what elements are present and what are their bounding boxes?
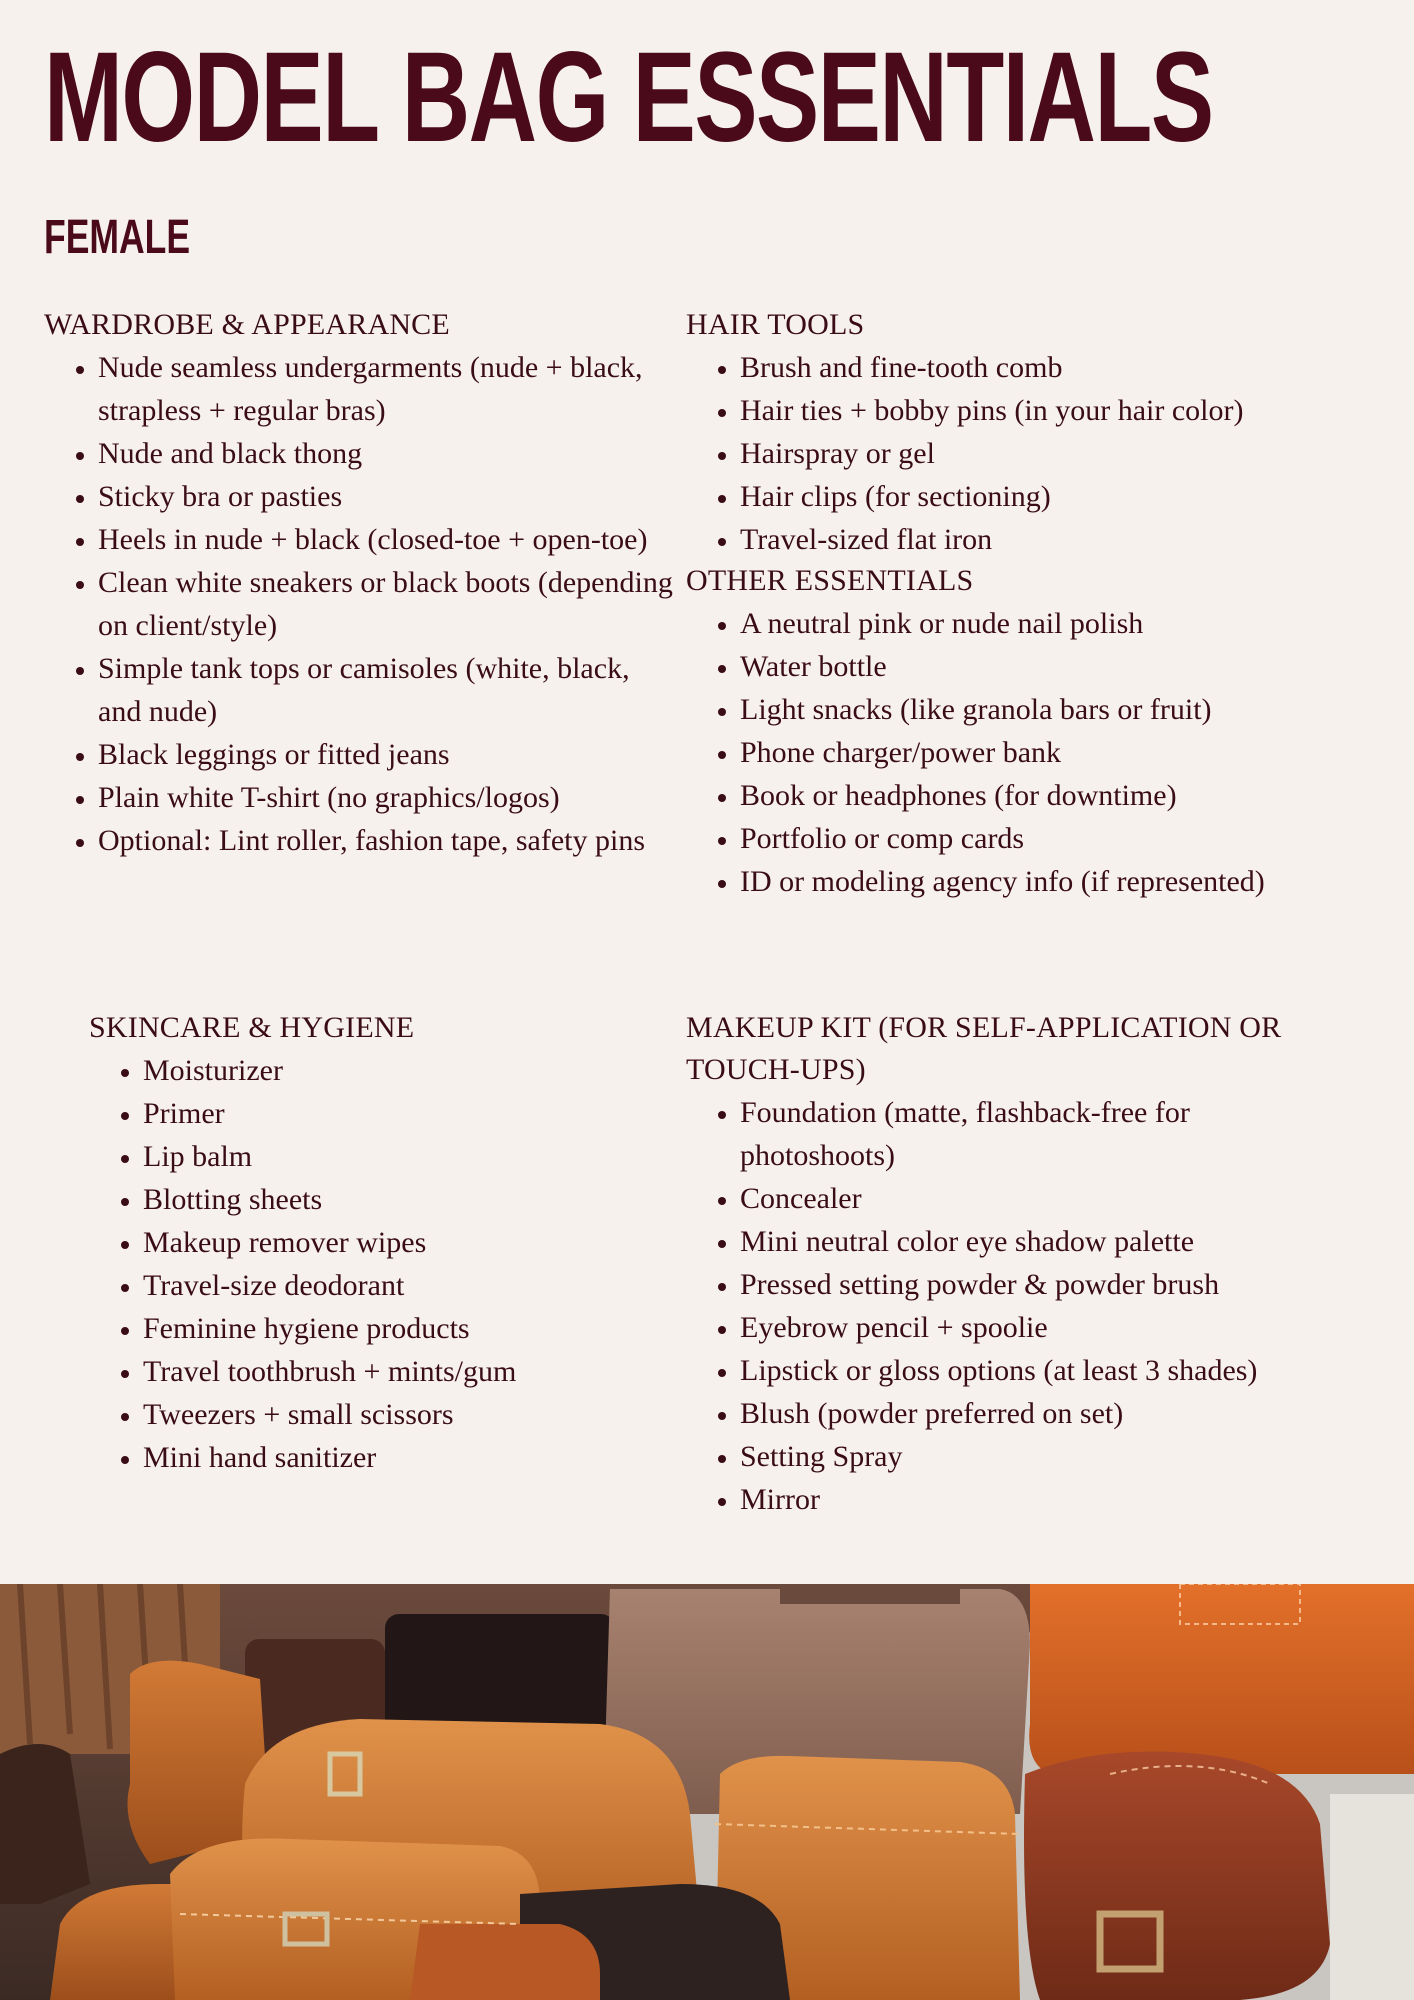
list-item: • Clean white sneakers or black boots (depending on client/style) — [98, 561, 680, 647]
list-item: • Heels in nude + black (closed-toe + open-toe) — [98, 518, 680, 561]
list-item: • Simple tank tops or camisoles (white, black, and nude) — [98, 647, 680, 733]
hair-tools-heading: HAIR TOOLS — [686, 308, 865, 341]
list-item: • Hairspray or gel — [740, 432, 1376, 475]
wardrobe-section — [44, 304, 680, 862]
list-item: • Hair clips (for sectioning) — [740, 475, 1376, 518]
skincare-list — [89, 1049, 669, 1479]
hair-tools-section — [686, 304, 1376, 561]
list-item: • Concealer — [740, 1177, 1346, 1220]
list-item: • Blotting sheets — [143, 1178, 669, 1221]
list-item: • Phone charger/power bank — [740, 731, 1386, 774]
makeup-kit-list — [686, 1091, 1346, 1521]
list-item: • Hair ties + bobby pins (in your hair color) — [740, 389, 1376, 432]
list-item: • Moisturizer — [143, 1049, 669, 1092]
wardrobe-heading: WARDROBE & APPEARANCE — [44, 308, 450, 341]
page-title: MODEL BAG ESSENTIALS — [44, 26, 1213, 169]
list-item: • ID or modeling agency info (if represented) — [740, 860, 1386, 903]
list-item: • Mini hand sanitizer — [143, 1436, 669, 1479]
list-item: • Brush and fine-tooth comb — [740, 346, 1376, 389]
makeup-kit-section — [686, 1007, 1346, 1521]
list-item: • Black leggings or fitted jeans — [98, 733, 680, 776]
list-item: • Nude seamless undergarments (nude + black, strapless + regular bras) — [98, 346, 680, 432]
list-item: • Travel-size deodorant — [143, 1264, 669, 1307]
list-item: • Makeup remover wipes — [143, 1221, 669, 1264]
list-item: • Travel-sized flat iron — [740, 518, 1376, 561]
list-item: • Water bottle — [740, 645, 1386, 688]
list-item: • Travel toothbrush + mints/gum — [143, 1350, 669, 1393]
list-item: • Eyebrow pencil + spoolie — [740, 1306, 1346, 1349]
page-subtitle: FEMALE — [44, 211, 191, 264]
other-essentials-heading: OTHER ESSENTIALS — [686, 564, 974, 597]
list-item: • Optional: Lint roller, fashion tape, safety pins — [98, 819, 680, 862]
list-item: • Pressed setting powder & powder brush — [740, 1263, 1346, 1306]
makeup-kit-heading: MAKEUP KIT (FOR SELF-APPLICATION OR TOUCH-UPS) — [686, 1011, 1282, 1086]
list-item: • Setting Spray — [740, 1435, 1346, 1478]
list-item: • Portfolio or comp cards — [740, 817, 1386, 860]
skincare-section — [89, 1007, 669, 1479]
list-item: • Sticky bra or pasties — [98, 475, 680, 518]
wardrobe-list — [44, 346, 680, 862]
list-item: • Feminine hygiene products — [143, 1307, 669, 1350]
list-item: • Blush (powder preferred on set) — [740, 1392, 1346, 1435]
other-essentials-list — [686, 602, 1386, 903]
list-item: • Mirror — [740, 1478, 1346, 1521]
list-item: • Tweezers + small scissors — [143, 1393, 669, 1436]
hair-tools-list — [686, 346, 1376, 561]
list-item: • Plain white T-shirt (no graphics/logos) — [98, 776, 680, 819]
list-item: • Foundation (matte, flashback-free for photoshoots) — [740, 1091, 1346, 1177]
list-item: • Book or headphones (for downtime) — [740, 774, 1386, 817]
list-item: • Lip balm — [143, 1135, 669, 1178]
list-item: • Nude and black thong — [98, 432, 680, 475]
list-item: • A neutral pink or nude nail polish — [740, 602, 1386, 645]
list-item: • Mini neutral color eye shadow palette — [740, 1220, 1346, 1263]
skincare-heading: SKINCARE & HYGIENE — [89, 1011, 415, 1044]
other-essentials-section — [686, 560, 1386, 903]
list-item: • Primer — [143, 1092, 669, 1135]
list-item: • Lipstick or gloss options (at least 3 shades) — [740, 1349, 1346, 1392]
list-item: • Light snacks (like granola bars or fruit) — [740, 688, 1386, 731]
leather-bags-photo — [0, 1584, 1414, 2000]
